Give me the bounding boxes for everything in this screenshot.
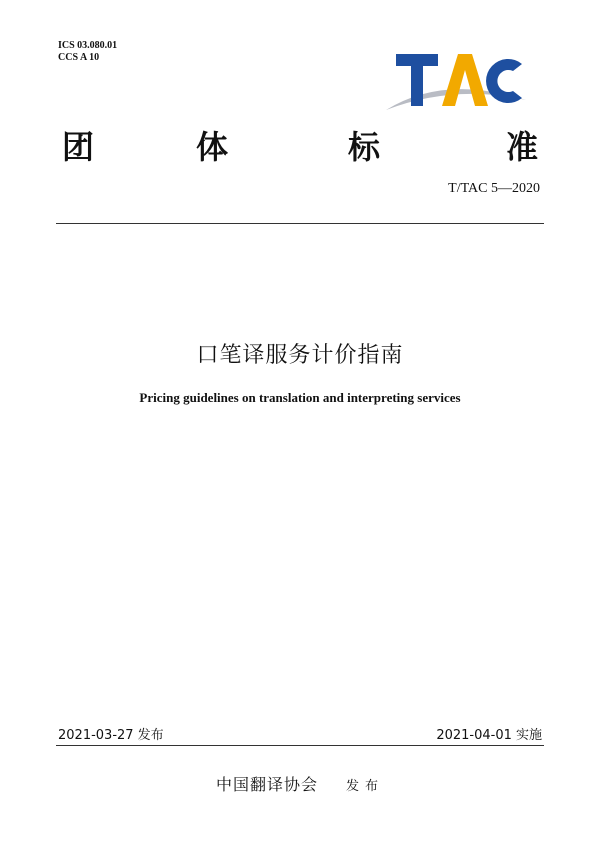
publisher-org: 中国翻译协会 xyxy=(215,775,318,794)
heading-char-2: 体 xyxy=(196,128,229,166)
bottom-divider xyxy=(56,745,544,746)
classification-block xyxy=(58,40,117,64)
logo-letter-a xyxy=(442,54,488,106)
issue-date: 2021-03-27 发布 xyxy=(58,728,164,743)
document-title-cn: 口笔译服务计价指南 xyxy=(196,343,404,368)
tac-logo xyxy=(384,48,530,114)
logo-letter-c xyxy=(486,59,522,103)
ccs-code: CCS A 10 xyxy=(58,52,100,63)
document-title-en: Pricing guidelines on translation and interpreting services xyxy=(139,390,461,405)
standard-code: T/TAC 5—2020 xyxy=(448,181,540,196)
top-divider xyxy=(56,223,544,224)
publisher-action: 发布 xyxy=(346,779,385,794)
heading-char-1: 团 xyxy=(62,128,95,166)
ics-code: ICS 03.080.01 xyxy=(58,40,118,51)
logo-letter-t xyxy=(396,54,438,106)
effective-date: 2021-04-01 实施 xyxy=(436,728,542,743)
heading-char-4: 准 xyxy=(506,128,539,166)
heading-char-3: 标 xyxy=(348,128,381,166)
publisher-line xyxy=(0,772,600,795)
standard-type-heading xyxy=(62,122,539,166)
